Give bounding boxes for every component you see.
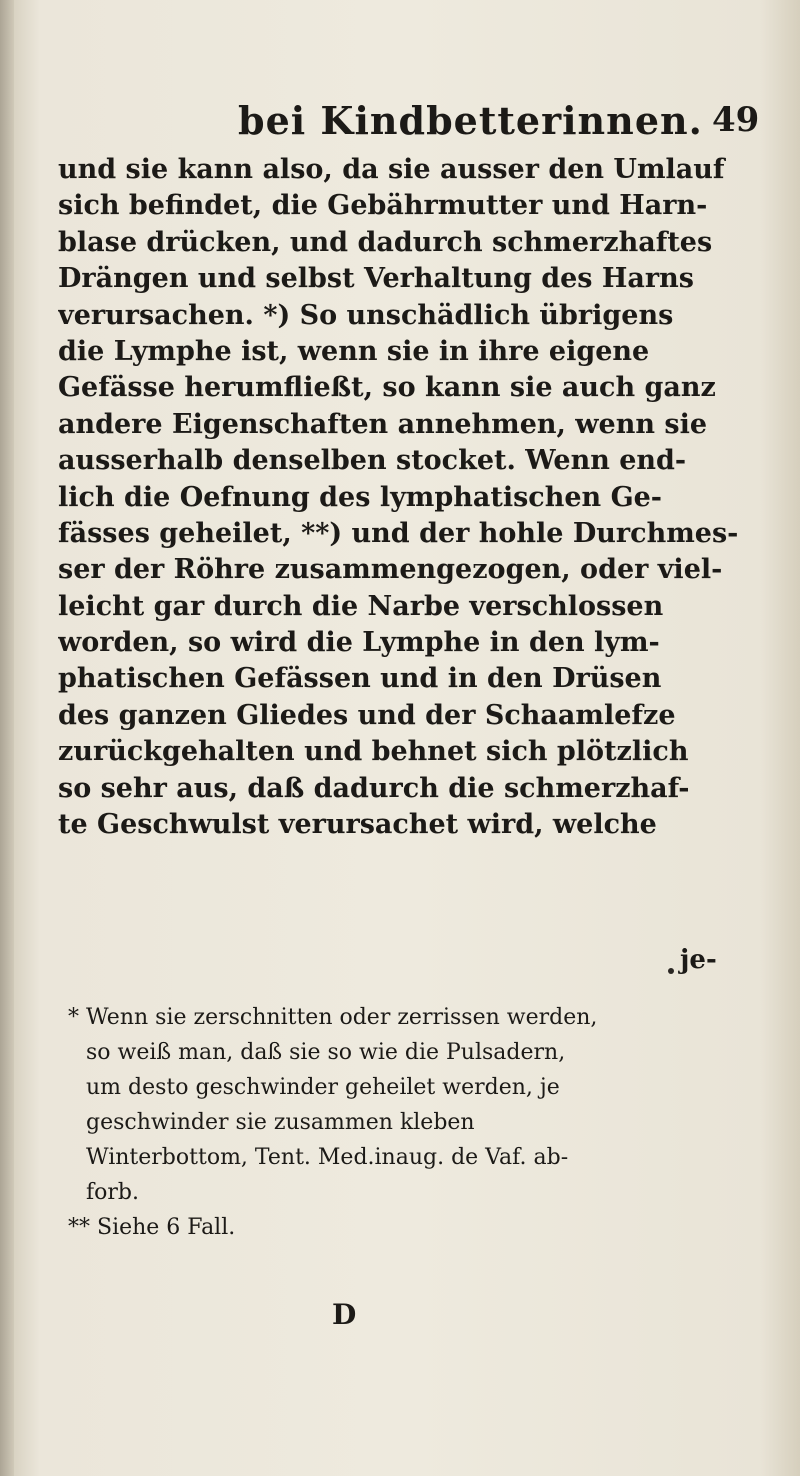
page-number: 49 — [712, 100, 760, 140]
text-line: phatischen Gefässen und in den Drüsen — [58, 663, 662, 695]
footnote-line: * Wenn sie zerschnitten oder zerrissen werden, — [68, 1005, 598, 1030]
footnote-line: ** Siehe 6 Fall. — [68, 1215, 236, 1240]
text-line: fässes geheilet, **) und der hohle Durchmes- — [58, 517, 739, 549]
text-line: Drängen und selbst Verhaltung des Harns — [58, 263, 694, 295]
text-line: so sehr aus, daß dadurch die schmerzhaf- — [58, 772, 690, 804]
text-line: des ganzen Gliedes und der Schaamlefze — [58, 699, 676, 731]
text-line: worden, so wird die Lymphe in den lym- — [58, 627, 660, 659]
page-edge-shadow — [0, 0, 14, 1476]
text-line: andere Eigenschaften annehmen, wenn sie — [58, 408, 708, 440]
catchword: je- — [680, 945, 717, 975]
text-line: zurückgehalten und behnet sich plötzlich — [58, 736, 689, 768]
text-line: sich befindet, die Gebährmutter und Harn- — [58, 190, 708, 222]
text-line: die Lymphe ist, wenn sie in ihre eigene — [58, 335, 650, 367]
text-line: und sie kann also, da sie ausser den Umlauf — [58, 154, 725, 185]
footnote-line: forb. — [86, 1180, 139, 1205]
text-line: lich die Oefnung des lymphatischen Ge- — [58, 481, 663, 513]
text-line: te Geschwulst verursachet wird, welche — [58, 809, 657, 841]
running-head: bei Kindbetterinnen. — [238, 98, 703, 143]
footnotes — [68, 1000, 768, 1245]
footnote-line: so weiß man, daß sie so wie die Pulsadern, — [86, 1040, 566, 1065]
text-line: ausserhalb denselben stocket. Wenn end- — [58, 445, 687, 477]
text-line: blase drücken, und dadurch schmerzhaftes — [58, 226, 713, 258]
text-line: leicht gar durch die Narbe verschlossen — [58, 590, 664, 622]
ink-speck — [668, 968, 674, 974]
text-line: Gefässe herumfließt, so kann sie auch ganz — [58, 372, 716, 404]
footnote-line: geschwinder sie zusammen kleben — [86, 1110, 475, 1135]
footnote-line: Winterbottom, Tent. Med.inaug. de Vaf. ab- — [86, 1145, 569, 1170]
page-header — [0, 98, 800, 150]
main-text-block — [58, 152, 778, 843]
signature-mark: D — [332, 1298, 357, 1331]
footnote-line: um desto geschwinder geheilet werden, je — [86, 1075, 560, 1100]
text-line: ser der Röhre zusammengezogen, oder viel- — [58, 554, 723, 586]
text-line: verursachen. *) So unschädlich übrigens — [58, 299, 674, 331]
